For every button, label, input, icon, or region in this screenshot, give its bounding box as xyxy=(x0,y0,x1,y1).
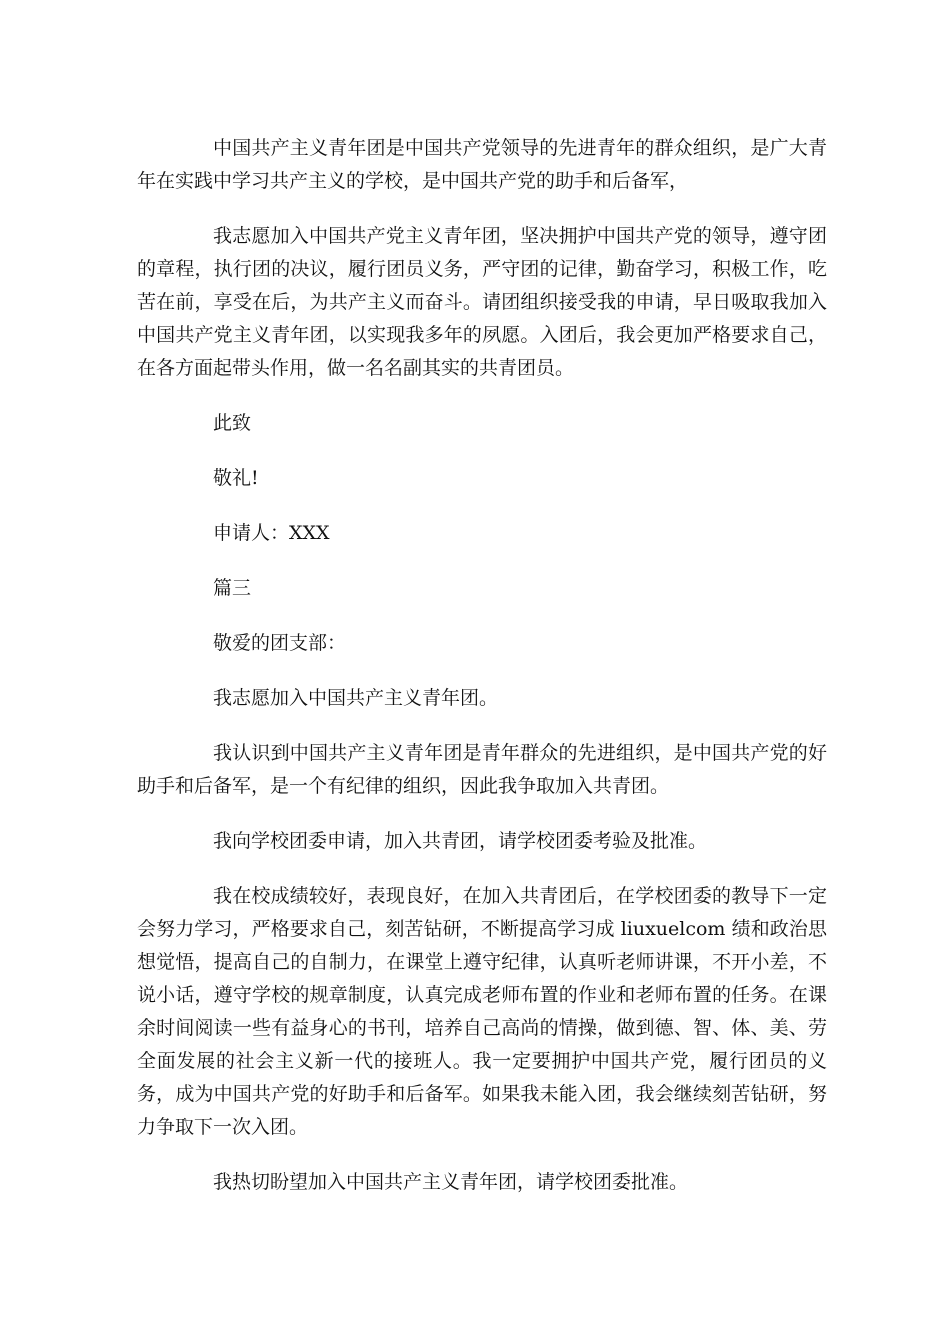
paragraph-intro: 中国共产主义青年团是中国共产党领导的先进青年的群众组织，是广大青年在实践中学习共产主义的学校，是中国共产党的助手和后备军， xyxy=(137,137,827,192)
paragraph-pledge: 我志愿加入中国共产党主义青年团，坚决拥护中国共产党的领导，遵守团的章程，执行团的决议，履行团员义务，严守团的记律，勤奋学习，积极工作，吃苦在前，享受在后，为共产主义而奋斗。请团组织接受我的申请，早日吸取我加入中国共产党主义青年团，以实现我多年的夙愿。入团后，我会更加严格要求自己，在各方面起带头作用，做一名名副其实的共青团员。 xyxy=(137,225,827,379)
paragraph-performance: 我在校成绩较好，表现良好，在加入共青团后，在学校团委的教导下一定会努力学习，严格要求自己，刻苦钻研，不断提高学习成 liuxuelcom 绩和政治思想觉悟，提高自己的自制力，在课堂上遵守纪律，认真听老师讲课，不开小差，不说小话，遵守学校的规章制度，认真完成老师布置的作业和老师布置的任务。在课余时间阅读一些有益身心的书刊，培养自己高尚的情操，做到德、智、体、美、劳全面发展的社会主义新一代的接班人。我一定要拥护中国共产党，履行团员的义务，成为中国共产党的好助手和后备军。如果我未能入团，我会继续刻苦钻研，努力争取下一次入团。 xyxy=(137,885,827,1138)
paragraph-request: 我向学校团委申请，加入共青团，请学校团委考验及批准。 xyxy=(213,830,708,852)
paragraph-understanding: 我认识到中国共产主义青年团是青年群众的先进组织，是中国共产党的好助手和后备军，是一个有纪律的组织，因此我争取加入共青团。 xyxy=(137,742,827,797)
section-label: 篇三 xyxy=(213,577,252,599)
closing-cizhi: 此致 xyxy=(213,412,252,434)
applicant-signature: 申请人：XXX xyxy=(213,522,330,544)
salutation: 敬爱的团支部： xyxy=(213,632,347,654)
paragraph-wish: 我志愿加入中国共产主义青年团。 xyxy=(213,687,499,709)
closing-jingli: 敬礼! xyxy=(213,467,259,489)
document-body xyxy=(137,132,827,1221)
paragraph-closing: 我热切盼望加入中国共产主义青年团，请学校团委批准。 xyxy=(213,1171,689,1193)
